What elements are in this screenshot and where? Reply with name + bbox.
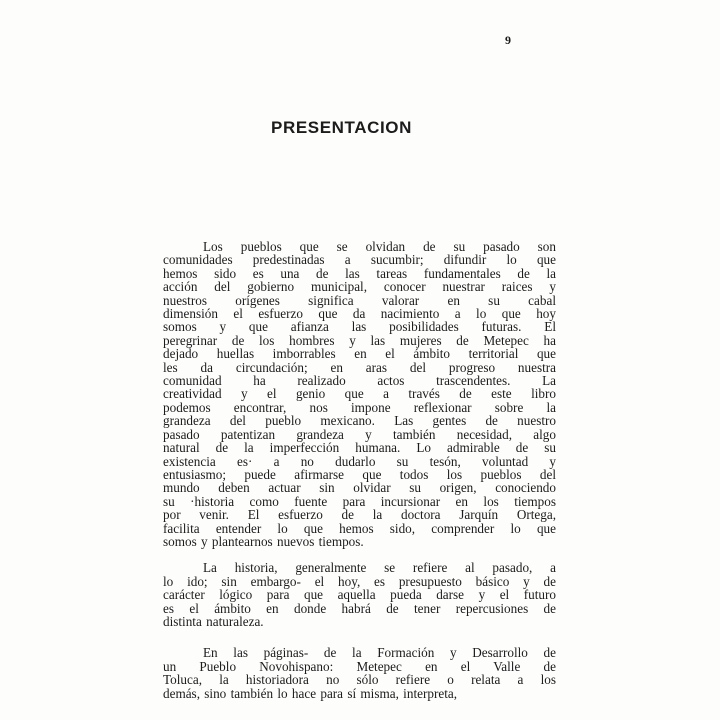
text-line: les da circundación; en aras del progreso nuestra	[163, 359, 556, 375]
text-line: facilita entender lo que hemos sido, comprender lo que	[163, 520, 556, 536]
text-line: hemos sido es una de las tareas fundamentales de la	[163, 265, 556, 281]
text-line: La historia, generalmente se refiere al pasado, a	[203, 560, 556, 576]
text-line: por venir. El esfuerzo de la doctora Jarquín Ortega,	[163, 507, 556, 523]
text-line: carácter lógico para que aquella pueda darse y el futuro	[163, 587, 556, 603]
text-line: En las páginas- de la Formación y Desarrollo de	[203, 645, 556, 661]
text-line: entusiasmo; puede afirmarse que todos los pueblos del	[163, 466, 556, 482]
text-line: dimensión el esfuerzo que da nacimiento a lo que hoy	[163, 306, 556, 322]
text-line: lo ido; sin embargo- el hoy, es presupuesto básico y de	[163, 573, 556, 589]
text-line: existencia es· a no dudarlo su tesón, voluntad y	[163, 453, 556, 469]
text-line: acción del gobierno municipal, conocer nuestrar raices y	[163, 279, 556, 295]
paragraph	[163, 646, 556, 700]
text-line: distinta naturaleza.	[163, 613, 264, 629]
text-line: es el ámbito en donde habrá de tener repercusiones de	[163, 600, 556, 616]
text-line: peregrinar de los hombres y las mujeres de Metepec ha	[163, 332, 556, 348]
page-body	[163, 240, 556, 713]
text-line: un Pueblo Novohispano: Metepec en el Valle de	[163, 658, 556, 674]
text-line: creatividad y el genio que a través de este libro	[163, 386, 556, 402]
text-line: dejado huellas imborrables en el ámbito territorial que	[163, 346, 556, 362]
text-line: comunidades predestinadas a sucumbir; difundir lo que	[163, 252, 556, 268]
text-line: pasado patentizan grandeza y también necesidad, algo	[163, 426, 556, 442]
text-line: grandeza del pueblo mexicano. Las gentes de nuestro	[163, 413, 556, 429]
text-line: nuestros orígenes significa valorar en su cabal	[163, 292, 556, 308]
text-line: somos y plantearnos nuevos tiempos.	[163, 533, 364, 549]
text-line: demás, sino también lo hace para sí misma, interpreta,	[163, 685, 458, 701]
text-line: Los pueblos que se olvidan de su pasado son	[203, 239, 556, 254]
text-line: comunidad ha realizado actos trascendentes. La	[163, 373, 556, 389]
paragraph	[163, 561, 556, 628]
paragraph	[163, 240, 556, 548]
text-line: mundo deben actuar sin olvidar su origen, conociendo	[163, 480, 556, 496]
text-line: podemos encontrar, nos impone reflexionar sobre la	[163, 399, 556, 415]
text-line: su ·historia como fuente para incursionar en los tiempos	[163, 493, 556, 509]
text-line: Toluca, la historiadora no sólo refiere o relata a los	[163, 672, 556, 688]
page-number: 9	[505, 33, 511, 47]
text-line: somos y que afianza las posibilidades futuras. El	[163, 319, 556, 335]
text-line: natural de la imperfección humana. Lo admirable de su	[163, 440, 556, 456]
page-title: PRESENTACION	[271, 118, 413, 137]
